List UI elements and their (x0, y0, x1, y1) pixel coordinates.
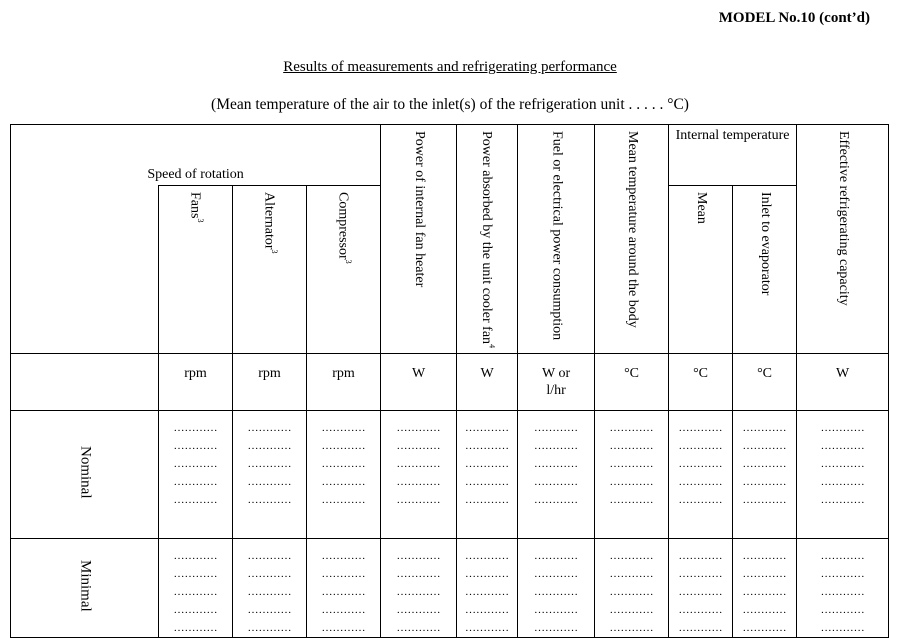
cooler-fan-header: Power absorbed by the unit cooler fan$^4$ (457, 125, 518, 354)
unit-cell: rpm (159, 354, 233, 411)
mean-header: Mean (669, 186, 733, 354)
row-label-nominal: Nominal (11, 411, 159, 539)
blank-field[interactable]: ………… ………… ………… ………… ………… (233, 539, 307, 638)
blank-field[interactable]: ………… ………… ………… ………… ………… (159, 411, 233, 539)
blank-field[interactable]: ………… ………… ………… ………… ………… (457, 411, 518, 539)
blank-field[interactable]: ………… ………… ………… ………… ………… (233, 411, 307, 539)
table-row (11, 539, 889, 638)
internal-temperature-header: Internal temperature (669, 125, 797, 186)
blank-field[interactable]: ………… ………… ………… ………… ………… (307, 539, 381, 638)
capacity-header: Effective refrigerating capacity (797, 125, 889, 354)
compressor-header: Compressor$^3$ (307, 186, 381, 354)
unit-cell: rpm (233, 354, 307, 411)
blank-field[interactable]: ………… ………… ………… ………… ………… (381, 539, 457, 638)
speed-of-rotation-header: Speed of rotation (11, 125, 381, 186)
table-row (11, 411, 889, 539)
unit-cell: rpm (307, 354, 381, 411)
blank-field[interactable]: ………… ………… ………… ………… ………… (307, 411, 381, 539)
blank-field[interactable]: ………… ………… ………… ………… ………… (595, 411, 669, 539)
unit-cell: °C (595, 354, 669, 411)
body-temp-header: Mean temperature around the body (595, 125, 669, 354)
alternator-header: Alternator$^3$ (233, 186, 307, 354)
page-subtitle: (Mean temperature of the air to the inlet(s) of the refrigeration unit . . . . . °C) (211, 96, 689, 113)
unit-cell: °C (733, 354, 797, 411)
blank-field[interactable]: ………… ………… ………… ………… ………… (669, 539, 733, 638)
unit-cell: W (797, 354, 889, 411)
blank-field[interactable]: ………… ………… ………… ………… ………… (518, 411, 595, 539)
blank-field[interactable]: ………… ………… ………… ………… ………… (733, 539, 797, 638)
blank-field[interactable]: ………… ………… ………… ………… ………… (595, 539, 669, 638)
inlet-header: Inlet to evaporator (733, 186, 797, 354)
blank-field[interactable]: ………… ………… ………… ………… ………… (733, 411, 797, 539)
speed-empty-cell (11, 186, 159, 354)
blank-field[interactable]: ………… ………… ………… ………… ………… (159, 539, 233, 638)
unit-cell: W (457, 354, 518, 411)
blank-field[interactable]: ………… ………… ………… ………… ………… (518, 539, 595, 638)
blank-field[interactable]: ………… ………… ………… ………… ………… (669, 411, 733, 539)
unit-cell: W or l/hr (518, 354, 595, 411)
units-row (11, 354, 889, 411)
unit-cell: °C (669, 354, 733, 411)
page-title: Results of measurements and refrigerating performance (283, 59, 617, 75)
fans-header: Fans$^3$ (159, 186, 233, 354)
blank-field[interactable]: ………… ………… ………… ………… ………… (797, 411, 889, 539)
units-label-cell (11, 354, 159, 411)
unit-cell: W (381, 354, 457, 411)
consumption-header: Fuel or electrical power consumption (518, 125, 595, 354)
model-number: MODEL No.10 (cont’d) (718, 10, 870, 26)
blank-field[interactable]: ………… ………… ………… ………… ………… (797, 539, 889, 638)
blank-field[interactable]: ………… ………… ………… ………… ………… (381, 411, 457, 539)
fan-heater-header: Power of internal fan heater (381, 125, 457, 354)
blank-field[interactable]: ………… ………… ………… ………… ………… (457, 539, 518, 638)
row-label-minimal: Minimal (11, 539, 159, 638)
